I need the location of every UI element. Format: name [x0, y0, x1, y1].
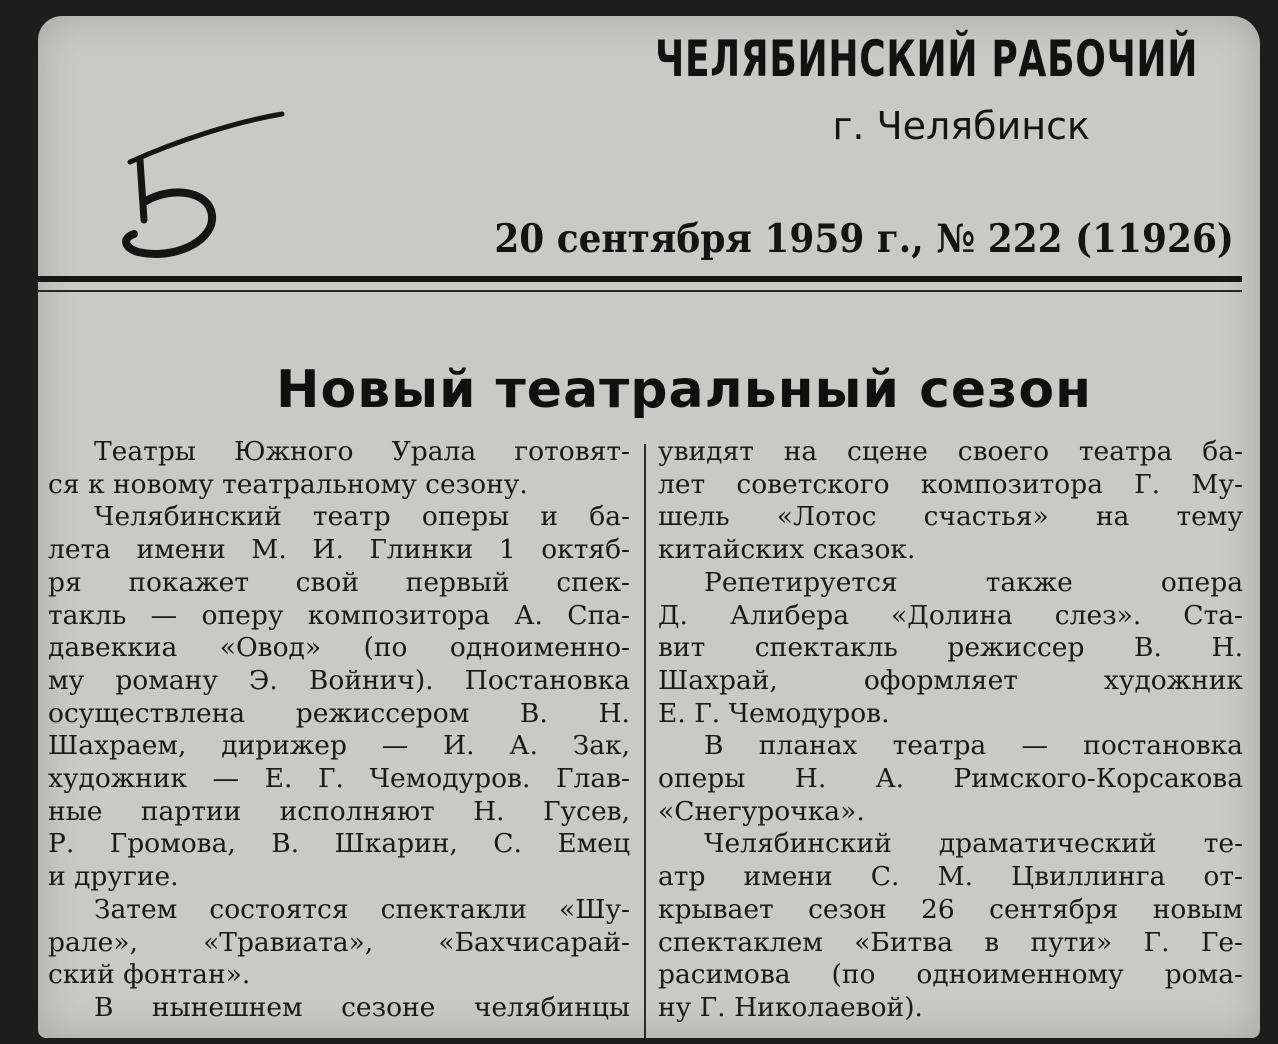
newspaper-title: ЧЕЛЯБИНСКИЙ РАБОЧИЙ — [655, 30, 1198, 88]
text-line: вит спектакль режиссер В. Н. — [658, 632, 1243, 664]
text-line: В планах театра — постановка — [704, 730, 1243, 762]
text-line: Е. Г. Чемодуров. — [658, 697, 890, 729]
text-line: «Снегурочка». — [658, 795, 865, 827]
column-divider — [644, 444, 646, 1038]
article-column-left — [48, 436, 630, 1025]
text-line: ря покажет свой первый спек- — [48, 566, 630, 598]
text-line: Театры Южного Урала готовят- — [94, 436, 630, 467]
city-line: г. Челябинск — [832, 104, 1090, 148]
text-line: и другие. — [48, 861, 179, 893]
text-line: оперы Н. А. Римского-Корсакова — [658, 763, 1243, 795]
text-line: Затем состоятся спектакли «Шу- — [94, 893, 630, 925]
text-line: увидят на сцене своего театра ба- — [658, 436, 1243, 467]
masthead-rule-thick — [38, 276, 1242, 282]
text-line: расимова (по одноименному рома- — [658, 959, 1243, 991]
text-line: лет советского композитора Г. Му- — [658, 468, 1243, 500]
text-line: такль — оперу композитора А. Спа- — [48, 599, 630, 631]
text-line: Челябинский театр оперы и ба- — [94, 501, 630, 533]
text-line: рале», «Травиата», «Бахчисарай- — [48, 926, 630, 958]
handwritten-five-drawing — [104, 92, 294, 272]
text-line: ну Г. Николаевой). — [658, 991, 923, 1023]
text-line: ные партии исполняют Н. Гусев, — [48, 795, 630, 827]
article-column-right — [658, 436, 1243, 1025]
masthead-rule-thin — [38, 290, 1242, 292]
handwritten-number-mark — [104, 92, 294, 276]
newspaper-clipping — [38, 16, 1260, 1038]
text-line: художник — Е. Г. Чемодуров. Глав- — [48, 763, 630, 795]
text-line: спектаклем «Битва в пути» Г. Ге- — [658, 926, 1243, 958]
text-line: Челябинский драматический те- — [704, 828, 1243, 860]
text-line: китайских сказок. — [658, 534, 916, 566]
text-line: лета имени М. И. Глинки 1 октяб- — [48, 534, 630, 566]
article-title: Новый театральный сезон — [275, 360, 1093, 420]
text-line: шель «Лотос счастья» на тему — [658, 501, 1243, 533]
text-line: му роману Э. Войнич). Постановка — [48, 664, 630, 696]
issue-dateline: 20 сентября 1959 г., № 222 (11926) — [494, 216, 1234, 262]
text-line: Репетируется также опера — [704, 566, 1243, 598]
text-line: Р. Громова, В. Шкарин, С. Емец — [48, 828, 630, 860]
text-line: Шахрай, оформляет художник — [658, 664, 1243, 696]
text-line: крывает сезон 26 сентября новым — [658, 893, 1243, 925]
text-line: атр имени С. М. Цвиллинга от- — [658, 861, 1243, 893]
text-line: ский фонтан». — [48, 959, 251, 991]
text-line: давеккиа «Овод» (по одноименно- — [48, 632, 630, 664]
text-line: Д. Алибера «Долина слез». Ста- — [658, 599, 1243, 631]
text-line: осуществлена режиссером В. Н. — [48, 697, 630, 729]
text-line: В нынешнем сезоне челябинцы — [94, 991, 630, 1023]
text-line: Шахраем, дирижер — И. А. Зак, — [48, 730, 630, 762]
text-line: ся к новому театральному сезону. — [48, 468, 528, 500]
